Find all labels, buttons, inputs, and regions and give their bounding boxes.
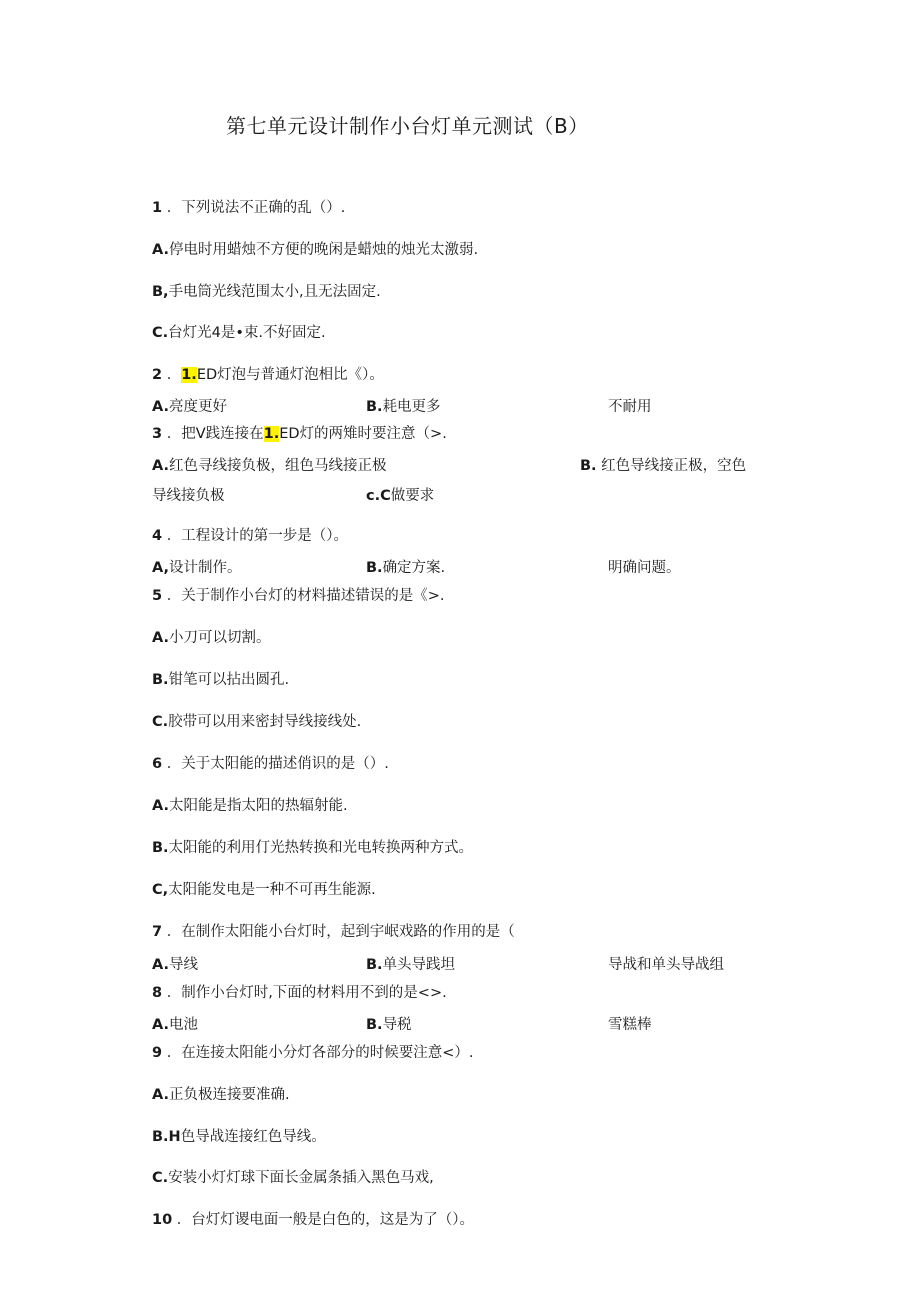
option-3a	[152, 456, 387, 476]
option-label: B.	[366, 560, 383, 576]
option-text: 不耐用	[608, 399, 652, 415]
question-number: 5	[152, 588, 163, 604]
question-number: 10	[152, 1212, 173, 1228]
question-4	[152, 526, 348, 546]
option-text: 红色导线接正极，空色	[601, 458, 747, 474]
option-text: 导税	[382, 1017, 412, 1033]
option-text: 胶带可以用来密封导线接线处.	[168, 714, 362, 730]
option-text: 色导战连接红色导线。	[180, 1129, 326, 1145]
option-label: A.	[152, 458, 169, 474]
option-label: A.	[152, 798, 169, 814]
option-2b	[366, 397, 441, 417]
option-text: 导战和单头导战组	[608, 957, 724, 973]
option-text: 红色寻线接负极，组色马线接正极	[169, 458, 387, 474]
option-text: 小刀可以切割。	[169, 630, 271, 646]
option-4c	[608, 558, 681, 578]
option-text: 台灯光4是•束.不好固定.	[168, 325, 326, 341]
option-label: C.	[152, 1170, 169, 1186]
question-number: 4	[152, 528, 163, 544]
option-6c	[152, 880, 376, 900]
question-5	[152, 586, 444, 606]
option-text: 太阳能是指太阳的热辐射能.	[169, 798, 348, 814]
option-3c	[366, 486, 434, 506]
question-number: 8	[152, 985, 163, 1001]
option-label: B.	[152, 840, 169, 856]
option-3b-cont	[152, 486, 225, 506]
option-label: C.	[152, 325, 169, 341]
question-number: 7	[152, 924, 163, 940]
question-text: ．关于制作小台灯的材料描述错误的是《>.	[166, 588, 445, 604]
option-label: B.	[580, 458, 597, 474]
option-text: 确定方案.	[382, 560, 446, 576]
question-text: ．台灯灯谡电面一般是白色的，这是为了（）。	[176, 1212, 475, 1228]
option-text: 单头导践坦	[382, 957, 456, 973]
question-6	[152, 754, 389, 774]
option-2c	[608, 397, 652, 417]
question-10	[152, 1210, 474, 1230]
option-8b	[366, 1015, 412, 1035]
option-label: C,	[152, 882, 169, 898]
question-text: ．关于太阳能的描述俏识的是（）.	[166, 756, 389, 772]
question-text-post: ED灯泡与普通灯泡相比《）。	[196, 367, 384, 383]
option-8c	[608, 1015, 652, 1035]
option-label: A.	[152, 1017, 169, 1033]
option-text: 正负极连接要准确.	[169, 1087, 290, 1103]
question-text: ．下列说法不正确的乱（）.	[166, 200, 346, 216]
question-text: ．工程设计的第一步是（）。	[166, 528, 348, 544]
option-text: 太阳能发电是一种不可再生能源.	[168, 882, 376, 898]
question-number: 3	[152, 426, 163, 442]
question-1	[152, 198, 345, 218]
option-1b	[152, 282, 381, 302]
option-text: 做要求	[390, 488, 435, 504]
option-text: 导线接负极	[152, 488, 225, 504]
option-label: B,	[152, 284, 169, 300]
option-label: A.	[152, 1087, 169, 1103]
option-label: A,	[152, 560, 169, 576]
option-label: A.	[152, 957, 169, 973]
option-label: B.	[366, 399, 383, 415]
option-text: 电池	[169, 1017, 198, 1033]
option-label: A.	[152, 242, 169, 258]
question-text: ．在连接太阳能小分灯各部分的时候要注意<）.	[166, 1045, 474, 1061]
option-text: 手电筒光线范围太小,且无法固定.	[168, 284, 381, 300]
option-9a	[152, 1085, 290, 1105]
option-text: 钳笔可以拈出圆孔.	[168, 672, 290, 688]
question-text: ．在制作太阳能小台灯时，起到宇岷戏路的作用的是（	[166, 924, 515, 940]
option-text: 雪糕棒	[608, 1017, 652, 1033]
question-3	[152, 424, 447, 444]
question-number: 1	[152, 200, 163, 216]
option-label: B.H	[152, 1129, 181, 1145]
option-label: B.	[366, 1017, 383, 1033]
option-text: 停电时用蜡烛不方便的晚闲是蜡烛的烛光太激弱.	[169, 242, 479, 258]
question-text-pre: ．把V践连接在	[166, 426, 264, 442]
option-4a	[152, 558, 242, 578]
option-6a	[152, 796, 348, 816]
question-number: 9	[152, 1045, 163, 1061]
option-label: A.	[152, 399, 169, 415]
option-7b	[366, 955, 455, 975]
question-text: ．制作小台灯时,下面的材料用不到的是<>.	[166, 985, 447, 1001]
option-9b	[152, 1127, 326, 1147]
question-2	[152, 365, 384, 385]
question-text-post: ED灯的两雉时要注意（>.	[279, 426, 447, 442]
highlight: 1.	[181, 367, 197, 383]
option-7a	[152, 955, 198, 975]
highlight: 1.	[263, 426, 280, 442]
question-number: 6	[152, 756, 163, 772]
question-number: 2	[152, 367, 163, 383]
page-title: 第七单元设计制作小台灯单元测试（B）	[226, 114, 589, 138]
option-label: C.	[152, 714, 169, 730]
option-9c	[152, 1168, 434, 1188]
option-5a	[152, 628, 271, 648]
option-text: 设计制作。	[169, 560, 242, 576]
option-6b	[152, 838, 473, 858]
option-label: A.	[152, 630, 169, 646]
question-7	[152, 922, 515, 942]
option-text: 明确问题。	[608, 560, 681, 576]
option-text: 安装小灯灯球下面长金属条插入黑色马戏,	[168, 1170, 434, 1186]
option-1c	[152, 323, 326, 343]
option-text: 耗电更多	[382, 399, 441, 415]
option-3b	[580, 456, 746, 476]
option-label: B.	[152, 672, 169, 688]
question-text-pre: ．	[166, 367, 182, 383]
option-label: c.C	[366, 488, 391, 504]
option-7c	[608, 955, 724, 975]
option-2a	[152, 397, 227, 417]
option-5c	[152, 712, 361, 732]
option-text: 太阳能的利用仃光热转换和光电转换两种方式。	[168, 840, 474, 856]
option-text: 导线	[169, 957, 198, 973]
question-8	[152, 983, 447, 1003]
option-1a	[152, 240, 478, 260]
option-8a	[152, 1015, 198, 1035]
option-text: 亮度更好	[169, 399, 227, 415]
option-5b	[152, 670, 289, 690]
question-9	[152, 1043, 473, 1063]
option-4b	[366, 558, 445, 578]
option-label: B.	[366, 957, 383, 973]
